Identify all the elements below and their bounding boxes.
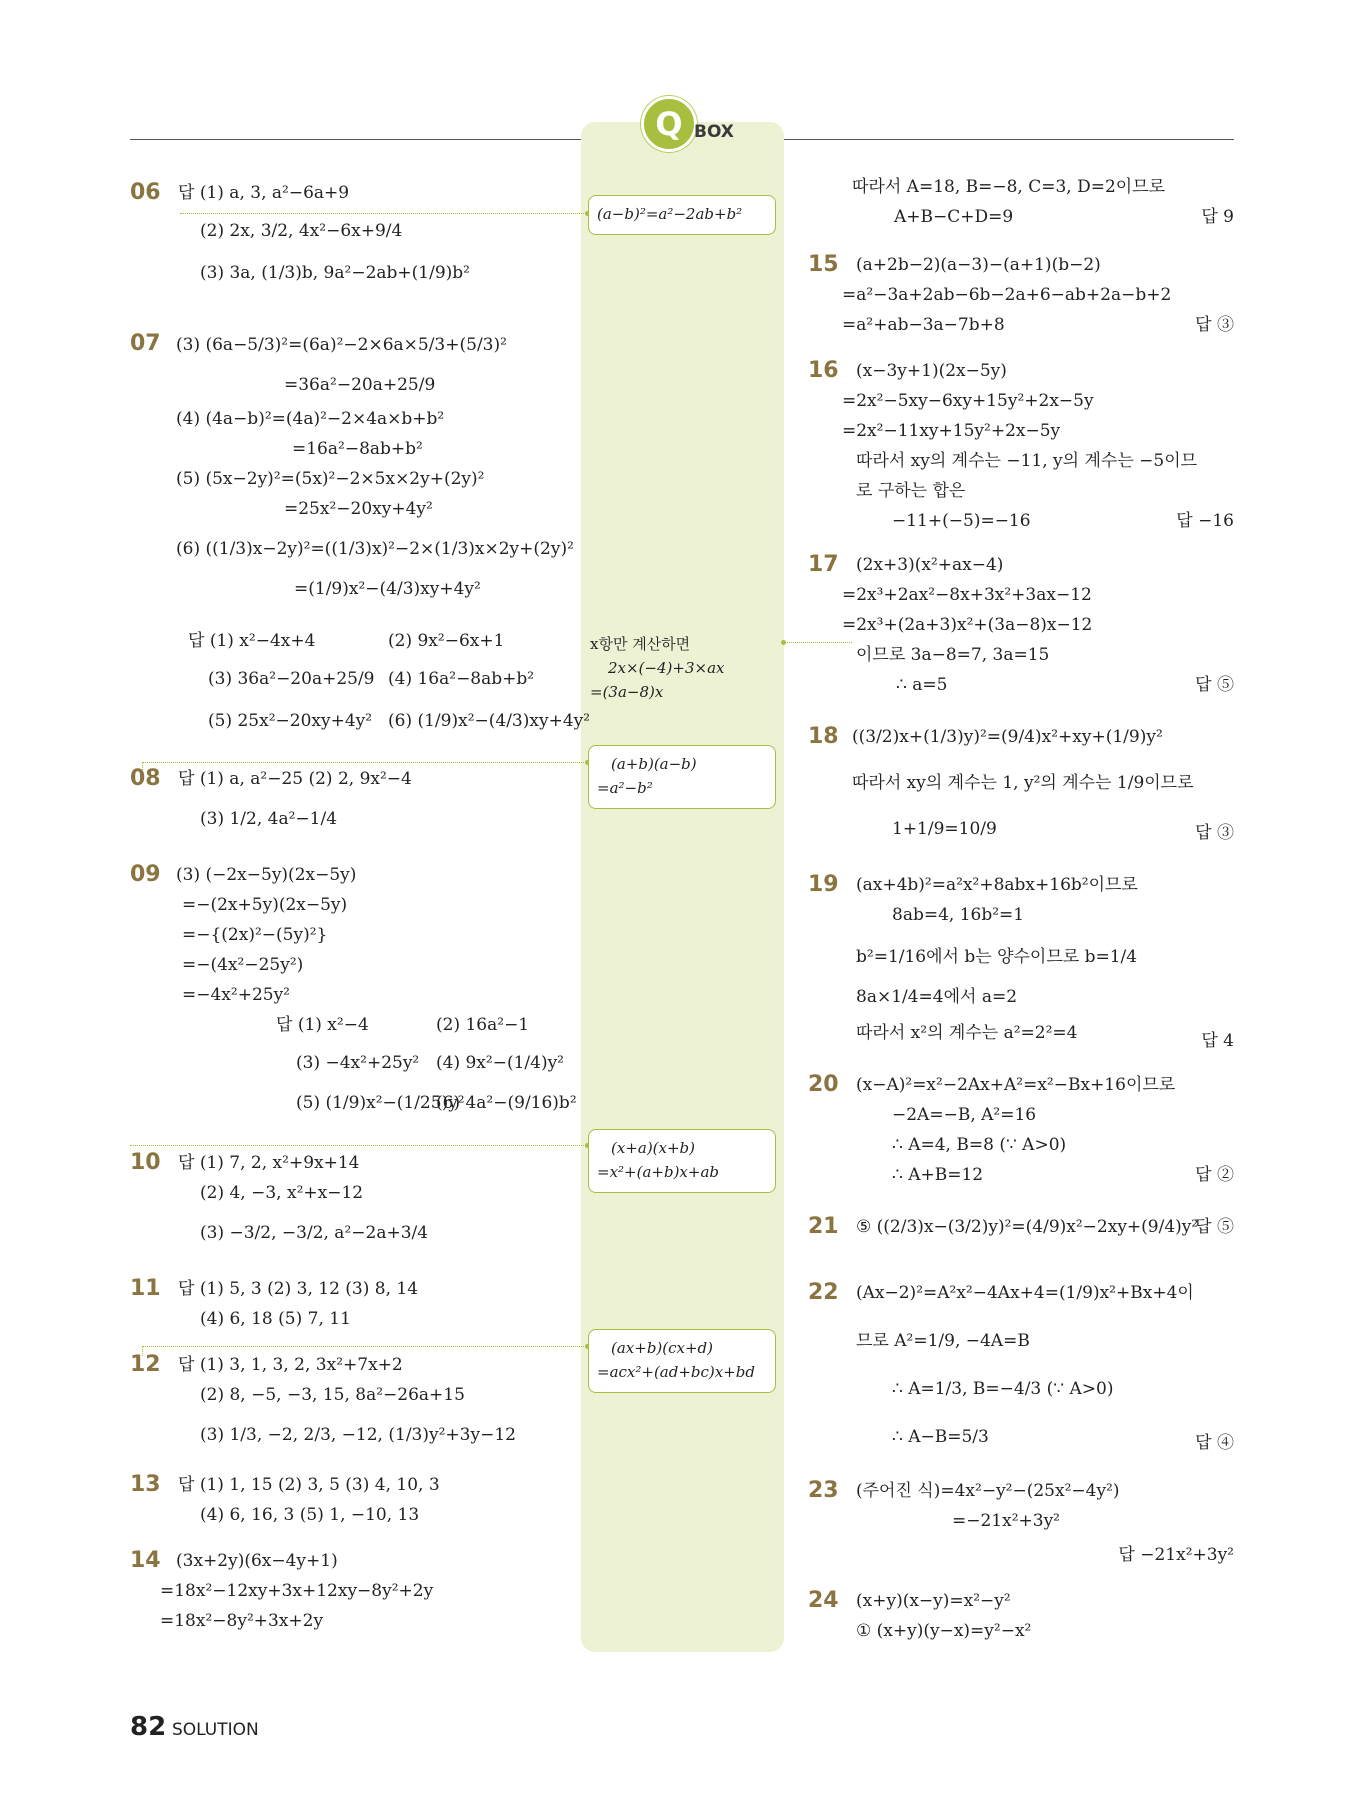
solution-line: 답 (1) 1, 15 (2) 3, 5 (3) 4, 10, 3 (178, 1475, 440, 1495)
answer-badge: 답 ② (1195, 1165, 1234, 1185)
answer-item: (2) 9x²−6x+1 (388, 631, 505, 651)
solution-line: 따라서 xy의 계수는 1, y²의 계수는 1/9이므로 (852, 773, 1194, 793)
solution-line: ∴ A=4, B=8 (∵ A>0) (892, 1135, 1067, 1155)
top-rule-right (784, 139, 1234, 140)
q-badge: Q (641, 96, 697, 152)
problem-number: 10 (130, 1150, 161, 1175)
problem-07 (176, 330, 574, 604)
solution-line: =2x²−5xy−6xy+15y²+2x−5y (842, 391, 1094, 411)
qbox-note-xa-xb (588, 1129, 776, 1193)
solution-line: (a+2b−2)(a−3)−(a+1)(b−2) (856, 255, 1101, 275)
solution-line: (3) 1/3, −2, 2/3, −12, (1/3)y²+3y−12 (200, 1425, 516, 1445)
problem-18 (852, 722, 1194, 844)
solution-line: =−(2x+5y)(2x−5y) (182, 895, 348, 915)
solution-line: 이므로 3a−8=7, 3a=15 (856, 645, 1050, 665)
problem-number: 13 (130, 1472, 161, 1497)
qbox-note-x-term (590, 632, 776, 704)
solution-line: =25x²−20xy+4y² (284, 499, 433, 519)
problem-07-answer (188, 626, 591, 736)
solution-line: (2) 8, −5, −3, 15, 8a²−26a+15 (200, 1385, 465, 1405)
solution-line: (3) −3/2, −3/2, a²−2a+3/4 (200, 1223, 429, 1243)
problem-number: 22 (808, 1280, 839, 1305)
solution-line: =36a²−20a+25/9 (284, 375, 436, 395)
answer-item: (4) 9x²−(1/4)y² (436, 1053, 564, 1073)
problem-number: 18 (808, 724, 839, 749)
answer-item: 답 (1) x²−4 (276, 1015, 369, 1035)
solution-line: (3x+2y)(6x−4y+1) (176, 1551, 338, 1571)
solution-line: (3) (6a−5/3)²=(6a)²−2×6a×5/3+(5/3)² (176, 335, 507, 355)
problem-16 (842, 356, 1198, 536)
solution-line: 답 (1) a, 3, a²−6a+9 (178, 183, 350, 203)
qbox-note-sum-diff (588, 745, 776, 809)
qbox-column (581, 122, 784, 1652)
problem-number: 23 (808, 1478, 839, 1503)
solution-line: ⑤ ((2/3)x−(3/2)y)²=(4/9)x²−2xy+(9/4)y² (856, 1217, 1199, 1237)
answer-badge: 답 ④ (1195, 1433, 1234, 1453)
problem-22 (856, 1278, 1194, 1452)
solution-line: 8a×1/4=4에서 a=2 (856, 987, 1018, 1007)
solution-line: (4) (4a−b)²=(4a)²−2×4a×b+b² (176, 409, 445, 429)
problem-number: 24 (808, 1588, 839, 1613)
connector-10 (130, 1145, 588, 1146)
solution-line: (x+y)(x−y)=x²−y² (856, 1591, 1011, 1611)
problem-15 (842, 250, 1172, 340)
answer-line (276, 1088, 577, 1118)
solution-line: ∴ a=5 (896, 675, 948, 695)
problem-number: 08 (130, 766, 161, 791)
solution-line: 므로 A²=1/9, −4A=B (856, 1331, 1030, 1351)
answer-item: (3) 36a²−20a+25/9 (208, 669, 375, 689)
answer-badge: 답 −16 (1176, 511, 1234, 531)
box-label: BOX (694, 122, 734, 142)
solution-line: b²=1/16에서 b는 양수이므로 b=1/4 (856, 947, 1138, 967)
solution-line: ① (x+y)(y−x)=y²−x² (856, 1621, 1032, 1641)
answer-item: (2) 16a²−1 (436, 1015, 530, 1035)
problem-number: 15 (808, 252, 839, 277)
solution-line: (Ax−2)²=A²x²−4Ax+4=(1/9)x²+Bx+4이 (856, 1283, 1194, 1303)
solution-line: (2x+3)(x²+ax−4) (856, 555, 1004, 575)
solution-line: 답 (1) 5, 3 (2) 3, 12 (3) 8, 14 (178, 1279, 419, 1299)
problem-14-cont (852, 172, 1165, 232)
connector-08 (142, 762, 588, 763)
solution-line: 답 (1) 7, 2, x²+9x+14 (178, 1153, 360, 1173)
top-rule-left (130, 139, 581, 140)
solution-line: (x−A)²=x²−2Ax+A²=x²−Bx+16이므로 (856, 1075, 1176, 1095)
problem-13 (178, 1470, 440, 1530)
problem-08 (178, 764, 412, 834)
note-line: (x+a)(x+b) (611, 1139, 696, 1157)
answer-badge: 답 ③ (1195, 823, 1234, 843)
solution-line: 답 (1) a, a²−25 (2) 2, 9x²−4 (178, 769, 412, 789)
solution-line: (2) 2x, 3/2, 4x²−6x+9/4 (200, 221, 403, 241)
solution-line: (3) 3a, (1/3)b, 9a²−2ab+(1/9)b² (200, 263, 470, 283)
answer-item: (6) (1/9)x²−(4/3)xy+4y² (388, 711, 591, 731)
answer-line (276, 1010, 530, 1040)
answer-item: (4) 16a²−8ab+b² (388, 669, 535, 689)
note-line: (a−b)²=a²−2ab+b² (597, 205, 743, 223)
note-line: =acx²+(ad+bc)x+bd (597, 1363, 756, 1381)
problem-14 (160, 1546, 434, 1636)
note-line: (a+b)(a−b) (611, 755, 697, 773)
connector-17 (784, 642, 852, 643)
problem-number: 12 (130, 1352, 161, 1377)
solution-line: =2x³+2ax²−8x+3x²+3ax−12 (842, 585, 1092, 605)
problem-23 (856, 1476, 1120, 1536)
problem-number: 20 (808, 1072, 839, 1097)
solution-line: 따라서 A=18, B=−8, C=3, D=2이므로 (852, 177, 1166, 197)
solution-line: −11+(−5)=−16 (892, 511, 1031, 531)
problem-number: 07 (130, 331, 161, 356)
answer-line (188, 626, 505, 656)
answer-badge: 답 ⑤ (1195, 1217, 1234, 1237)
problem-09-answer (276, 1010, 577, 1118)
answer-item: 답 (1) x²−4x+4 (188, 631, 316, 651)
problem-19 (856, 870, 1138, 1048)
problem-10 (178, 1148, 428, 1248)
answer-badge: 답 4 (1201, 1031, 1234, 1051)
problem-09 (176, 860, 356, 1010)
solution-line: =2x³+(2a+3)x²+(3a−8)x−12 (842, 615, 1093, 635)
answer-line (276, 1048, 564, 1078)
problem-21 (856, 1212, 1198, 1242)
solution-line: 1+1/9=10/9 (892, 819, 997, 839)
problem-06 (178, 178, 470, 288)
solution-line: 따라서 x²의 계수는 a²=2²=4 (856, 1023, 1078, 1043)
solution-line: (ax+4b)²=a²x²+8abx+16b²이므로 (856, 875, 1138, 895)
answer-badge: 답 ⑤ (1195, 675, 1234, 695)
problem-12 (178, 1350, 516, 1450)
solution-line: (3) (−2x−5y)(2x−5y) (176, 865, 357, 885)
solution-line: (4) 6, 16, 3 (5) 1, −10, 13 (200, 1505, 420, 1525)
solution-line: =−21x²+3y² (952, 1511, 1061, 1531)
answer-item: (3) −4x²+25y² (296, 1053, 420, 1073)
connector-dot (781, 640, 786, 645)
problem-20 (856, 1070, 1175, 1190)
solution-line: =a²−3a+2ab−6b−2a+6−ab+2a−b+2 (842, 285, 1172, 305)
solution-line: ∴ A+B=12 (892, 1165, 984, 1185)
problem-number: 21 (808, 1214, 839, 1239)
problem-17 (842, 550, 1093, 700)
solution-line: 따라서 xy의 계수는 −11, y의 계수는 −5이므 (856, 451, 1198, 471)
solution-line: =a²+ab−3a−7b+8 (842, 315, 1005, 335)
solution-line: ∴ A−B=5/3 (892, 1427, 989, 1447)
solution-line: (x−3y+1)(2x−5y) (856, 361, 1007, 381)
solution-line: =16a²−8ab+b² (292, 439, 423, 459)
note-line: 2x×(−4)+3×ax (608, 659, 725, 677)
solution-line: =18x²−12xy+3x+12xy−8y²+2y (160, 1581, 434, 1601)
connector-12 (142, 1346, 588, 1347)
problem-number: 09 (130, 862, 161, 887)
qbox-note-square-diff (588, 195, 776, 235)
problem-number: 14 (130, 1548, 161, 1573)
solution-line: (6) ((1/3)x−2y)²=((1/3)x)²−2×(1/3)x×2y+(2y)² (176, 539, 574, 559)
solution-line: =2x²−11xy+15y²+2x−5y (842, 421, 1061, 441)
answer-badge: 답 ③ (1195, 315, 1234, 335)
solution-line: −2A=−B, A²=16 (892, 1105, 1037, 1125)
answer-badge: 답 9 (1201, 207, 1234, 227)
solution-line: (4) 6, 18 (5) 7, 11 (200, 1309, 351, 1329)
answer-badge: 답 −21x²+3y² (1118, 1545, 1234, 1565)
problem-number: 19 (808, 872, 839, 897)
answer-item: (6) 4a²−(9/16)b² (436, 1093, 577, 1113)
problem-number: 17 (808, 552, 839, 577)
problem-number: 16 (808, 358, 839, 383)
page-number: 82 (130, 1712, 167, 1742)
solution-line: =(1/9)x²−(4/3)xy+4y² (294, 579, 481, 599)
solution-line: ((3/2)x+(1/3)y)²=(9/4)x²+xy+(1/9)y² (852, 727, 1163, 747)
solution-line: A+B−C+D=9 (894, 207, 1014, 227)
solution-line: =18x²−8y²+3x+2y (160, 1611, 324, 1631)
note-line: x항만 계산하면 (590, 635, 691, 653)
answer-item: (5) 25x²−20xy+4y² (208, 711, 373, 731)
note-line: =x²+(a+b)x+ab (597, 1163, 719, 1181)
solution-line: 답 (1) 3, 1, 3, 2, 3x²+7x+2 (178, 1355, 403, 1375)
note-line: =(3a−8)x (590, 683, 664, 701)
solution-line: =−{(2x)²−(5y)²} (182, 925, 328, 945)
solution-line: 로 구하는 합은 (856, 481, 966, 501)
solution-line: =−4x²+25y² (182, 985, 291, 1005)
solution-line: (2) 4, −3, x²+x−12 (200, 1183, 364, 1203)
problem-11 (178, 1274, 418, 1334)
answer-line (188, 706, 591, 736)
problem-number: 11 (130, 1276, 161, 1301)
answer-item: (5) (1/9)x²−(1/25)y² (296, 1093, 465, 1113)
qbox-note-axb-cxd (588, 1329, 776, 1393)
solution-line: (3) 1/2, 4a²−1/4 (200, 809, 338, 829)
solution-line: 8ab=4, 16b²=1 (892, 905, 1025, 925)
problem-24 (856, 1586, 1031, 1646)
solution-line: =−(4x²−25y²) (182, 955, 304, 975)
solution-line: (주어진 식)=4x²−y²−(25x²−4y²) (856, 1481, 1120, 1501)
solution-line: ∴ A=1/3, B=−4/3 (∵ A>0) (892, 1379, 1114, 1399)
note-line: =a²−b² (597, 779, 653, 797)
solution-line: (5) (5x−2y)²=(5x)²−2×5x×2y+(2y)² (176, 469, 485, 489)
note-line: (ax+b)(cx+d) (611, 1339, 714, 1357)
answer-line (188, 664, 535, 694)
problem-number: 06 (130, 180, 161, 205)
footer-label: SOLUTION (172, 1720, 259, 1740)
